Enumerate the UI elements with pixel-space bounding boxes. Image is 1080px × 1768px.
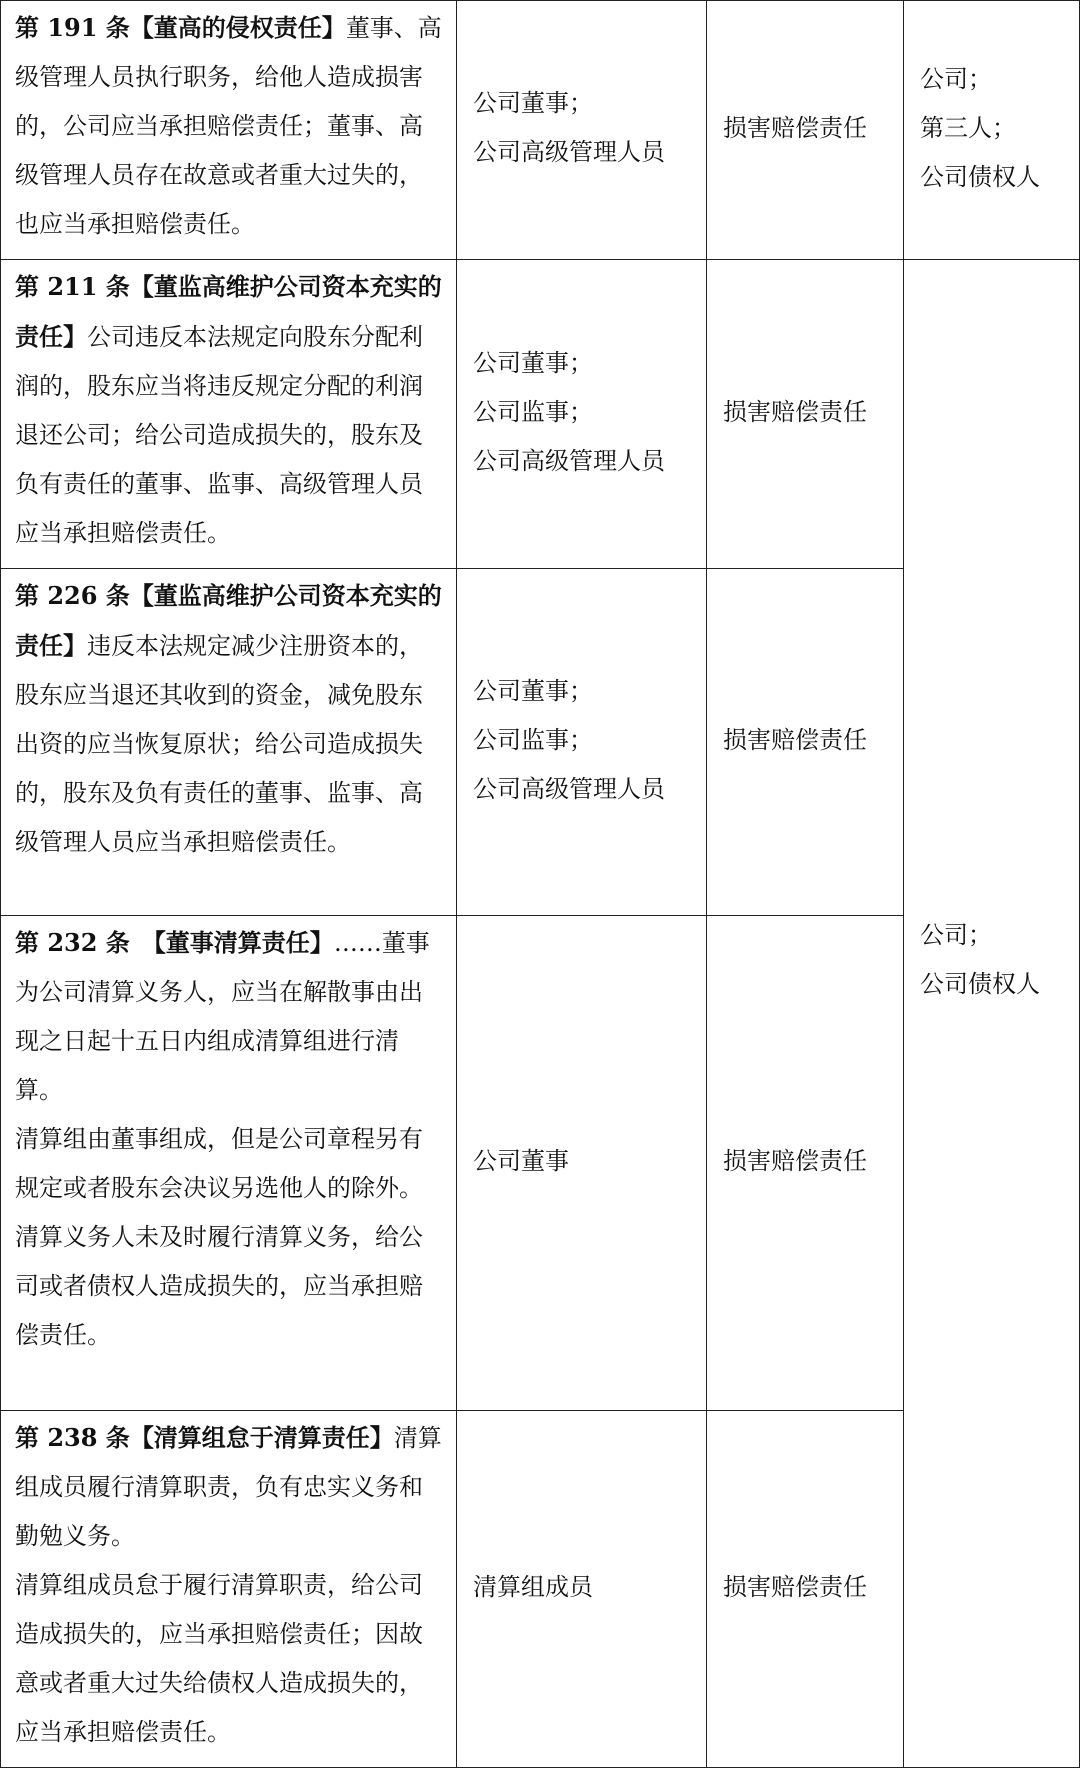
article-title: 【董高的侵权责任】 bbox=[129, 13, 346, 42]
article-title: 【董事清算责任】 bbox=[153, 928, 334, 957]
article-number: 第 232 条 bbox=[15, 928, 154, 957]
article-title: 【董监高维护公司资本充实的责任】 bbox=[15, 581, 442, 660]
subject-item: 公司高级管理人员 bbox=[473, 446, 665, 475]
victim-item: 公司债权人 bbox=[920, 970, 1040, 998]
subject-item: 公司监事； bbox=[473, 725, 593, 754]
article-text: 清算义务人未及时履行清算义务，给公司或者债权人造成损失的，应当承担赔偿责任。 bbox=[15, 1223, 423, 1349]
article-title: 【清算组怠于清算责任】 bbox=[129, 1423, 394, 1452]
article-text: 清算组由董事组成，但是公司章程另有规定或者股东会决议另选他人的除外。 bbox=[15, 1125, 423, 1202]
article-number: 第 238 条 bbox=[15, 1423, 130, 1452]
article-cell bbox=[1, 916, 457, 1411]
liability-cell bbox=[707, 1411, 904, 1768]
article-cell bbox=[1, 260, 457, 569]
subject-cell bbox=[457, 916, 707, 1411]
victim-item: 公司； bbox=[920, 64, 992, 93]
table-row bbox=[1, 1, 1080, 260]
liability-cell bbox=[707, 1, 904, 260]
article-text: ……董事为公司清算义务人，应当在解散事由出现之日起十五日内组成清算组进行清算。 bbox=[15, 929, 430, 1104]
table-row bbox=[1, 260, 1080, 569]
article-cell bbox=[1, 569, 457, 916]
subject-item: 公司董事； bbox=[473, 348, 593, 377]
subject-item: 公司高级管理人员 bbox=[473, 774, 665, 803]
liability-type: 损害赔偿责任 bbox=[723, 725, 867, 754]
article-number: 第 226 条 bbox=[15, 581, 130, 610]
article-text: 清算组成员履行清算职责，负有忠实义务和勤勉义务。 bbox=[15, 1424, 442, 1550]
victim-cell bbox=[904, 1, 1080, 260]
victim-item: 公司； bbox=[920, 921, 992, 949]
liability-cell bbox=[707, 260, 904, 569]
liability-type: 损害赔偿责任 bbox=[723, 1146, 867, 1175]
subject-item: 公司董事； bbox=[473, 676, 593, 705]
liability-cell bbox=[707, 569, 904, 916]
subject-item: 清算组成员 bbox=[473, 1572, 593, 1601]
article-text: 公司违反本法规定向股东分配利润的，股东应当将违反规定分配的利润退还公司；给公司造成损失的，股东及负有责任的董事、监事、高级管理人员应当承担赔偿责任。 bbox=[15, 323, 423, 547]
article-number: 第 211 条 bbox=[15, 272, 130, 301]
subject-item: 公司高级管理人员 bbox=[473, 138, 665, 166]
liability-type: 损害赔偿责任 bbox=[723, 397, 867, 426]
subject-cell bbox=[457, 260, 707, 569]
article-title: 【董监高维护公司资本充实的责任】 bbox=[15, 272, 442, 351]
article-text: 清算组成员怠于履行清算职责，给公司造成损失的，应当承担赔偿责任；因故意或者重大过失给债权人造成损失的，应当承担赔偿责任。 bbox=[15, 1571, 423, 1746]
victim-cell bbox=[904, 260, 1080, 1768]
liability-cell bbox=[707, 916, 904, 1411]
subject-cell bbox=[457, 1, 707, 260]
subject-item: 公司监事； bbox=[473, 397, 593, 426]
article-number: 第 191 条 bbox=[15, 13, 130, 42]
victim-item: 公司债权人 bbox=[920, 162, 1040, 191]
victim-item: 第三人； bbox=[920, 113, 1016, 142]
article-text: 董事、高级管理人员执行职务，给他人造成损害的，公司应当承担赔偿责任；董事、高级管理人员存在故意或者重大过失的，也应当承担赔偿责任。 bbox=[15, 14, 442, 238]
liability-type: 损害赔偿责任 bbox=[723, 113, 867, 142]
article-cell bbox=[1, 1, 457, 260]
subject-cell bbox=[457, 1411, 707, 1768]
subject-cell bbox=[457, 569, 707, 916]
subject-item: 公司董事； bbox=[473, 89, 593, 117]
article-cell bbox=[1, 1411, 457, 1768]
subject-item: 公司董事 bbox=[473, 1146, 569, 1175]
liability-type: 损害赔偿责任 bbox=[723, 1572, 867, 1601]
article-text: 违反本法规定减少注册资本的，股东应当退还其收到的资金，减免股东出资的应当恢复原状；给公司造成损失的，股东及负有责任的董事、监事、高级管理人员应当承担赔偿责任。 bbox=[15, 632, 423, 856]
